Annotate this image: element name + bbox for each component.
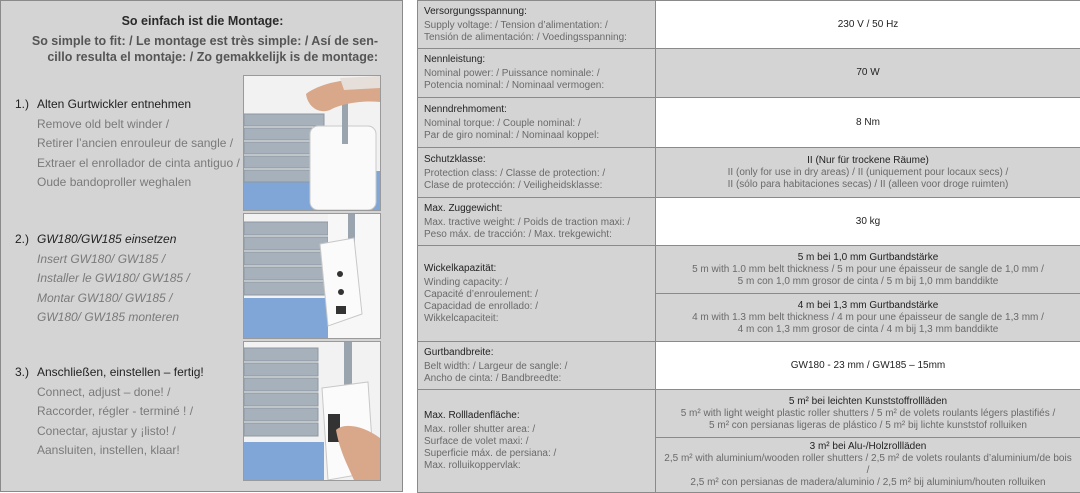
photo-insert-illustration	[244, 214, 380, 338]
photo-connect-illustration	[244, 342, 380, 480]
step-translation: Montar GW180/ GW185 /	[37, 289, 190, 309]
spec-label: Nenndrehmoment: Nominal torque: / Couple nominal: / Par de giro nominal: / Nominaal koppel:	[418, 98, 656, 148]
step-translation: Aansluiten, instellen, klaar!	[37, 441, 204, 461]
step-translation: Oude bandoproller weghalen	[37, 173, 240, 193]
step-translation: Connect, adjust – done! /	[37, 383, 204, 403]
spec-label: Versorgungsspannung: Supply voltage: / Tension d’alimentation: / Tensión de alimentación: / Voedingsspanning:	[418, 1, 656, 49]
photo-insert-winder	[243, 213, 381, 339]
spec-row-nominal-torque	[418, 98, 1080, 148]
step-translation: Remove old belt winder /	[37, 115, 240, 135]
step-number: 3.)	[15, 363, 29, 383]
step-heading: Anschließen, einstellen – fertig!	[37, 363, 204, 383]
photo-remove-illustration	[244, 76, 380, 210]
spec-value: II (Nur für trockene Räume) II (only for use in dry areas) / II (uniquement pour locaux secs) / II (sólo para habitaciones secas) / II (alleen voor droge ruimten)	[656, 148, 1080, 198]
step-heading: GW180/GW185 einsetzen	[37, 230, 190, 250]
photo-remove-old-winder	[243, 75, 381, 211]
spec-label: Nennleistung: Nominal power: / Puissance nominale: / Potencia nominal: / Nominaal vermogen:	[418, 49, 656, 98]
spec-label: Schutzklasse: Protection class: / Classe de protection: / Clase de protección: / Veiligheidsklasse:	[418, 148, 656, 198]
step-translation: Insert GW180/ GW185 /	[37, 250, 190, 270]
photo-connect-adjust	[243, 341, 381, 481]
spec-value: 70 W	[656, 49, 1080, 98]
step-translation: Installer le GW180/ GW185 /	[37, 269, 190, 289]
spec-value: 3 m² bei Alu-/Holzrollläden 2,5 m² with aluminium/wooden roller shutters / 2,5 m² de volets roulants d’aluminium/de bois / 2,5 m² con persianas de madera/aluminio / 2,5 m² bij aluminium/houten rolluiken	[656, 438, 1080, 493]
spec-row-protection-class	[418, 148, 1080, 198]
spec-value: GW180 - 23 mm / GW185 – 15mm	[656, 342, 1080, 390]
spec-row-shutter-area	[418, 390, 1080, 438]
installation-title: So einfach ist die Montage:	[1, 14, 404, 28]
column-gap	[403, 0, 417, 492]
installation-subtitle: So simple to fit: / Le montage est très simple: / Así de sen- cillo resulta el montaje: / Zo gemakkelijk is de montage:	[32, 33, 378, 65]
spec-value: 8 Nm	[656, 98, 1080, 148]
step-translation: Raccorder, régler - terminé ! /	[37, 402, 204, 422]
spec-value: 5 m² bei leichten Kunststoffrollläden 5 m² with light weight plastic roller shutters / 5 m² de volets roulants légers plastifiés / 5 m² con persianas ligeras de plástico / 5 m² bij lichte kunststof rolluiken	[656, 390, 1080, 438]
step-heading: Alten Gurtwickler entnehmen	[37, 95, 240, 115]
spec-label: Gurtbandbreite: Belt width: / Largeur de sangle: / Ancho de cinta: / Bandbreedte:	[418, 342, 656, 390]
spec-row-belt-width	[418, 342, 1080, 390]
spec-table	[417, 0, 1080, 493]
spec-value: 230 V / 50 Hz	[656, 1, 1080, 49]
spec-value: 5 m bei 1,0 mm Gurtbandstärke 5 m with 1.0 mm belt thickness / 5 m pour une épaisseur de sangle de 1,0 mm / 5 m con 1,0 mm grosor de cinta / 5 m bij 1,0 mm banddikte	[656, 246, 1080, 294]
step-translation: GW180/ GW185 monteren	[37, 308, 190, 328]
step-translation: Extraer el enrollador de cinta antiguo /	[37, 154, 240, 174]
installation-panel	[0, 0, 403, 492]
spec-label: Wickelkapazität: Winding capacity: / Capacité d’enroulement: / Capacidad de enrollado: / Wikkelcapaciteit:	[418, 246, 656, 342]
spec-row-supply-voltage	[418, 1, 1080, 49]
step-number: 2.)	[15, 230, 29, 250]
spec-label: Max. Rollladenfläche: Max. roller shutter area: / Surface de volet maxi: / Superficie máx. de persiana: / Max. rolluikoppervlak:	[418, 390, 656, 493]
spec-label: Max. Zuggewicht: Max. tractive weight: / Poids de traction maxi: / Peso máx. de tracción: / Max. trekgewicht:	[418, 198, 656, 246]
spec-row-tractive-weight	[418, 198, 1080, 246]
spec-value: 30 kg	[656, 198, 1080, 246]
spec-row-nominal-power	[418, 49, 1080, 98]
step-translation: Conectar, ajustar y ¡listo! /	[37, 422, 204, 442]
spec-row-winding-capacity	[418, 246, 1080, 294]
spec-value: 4 m bei 1,3 mm Gurtbandstärke 4 m with 1.3 mm belt thickness / 4 m pour une épaisseur de sangle de 1,3 mm / 4 m con 1,3 mm grosor de cinta / 4 m bij 1,3 mm banddikte	[656, 294, 1080, 342]
step-translation: Retirer l’ancien enrouleur de sangle /	[37, 134, 240, 154]
step-number: 1.)	[15, 95, 29, 115]
